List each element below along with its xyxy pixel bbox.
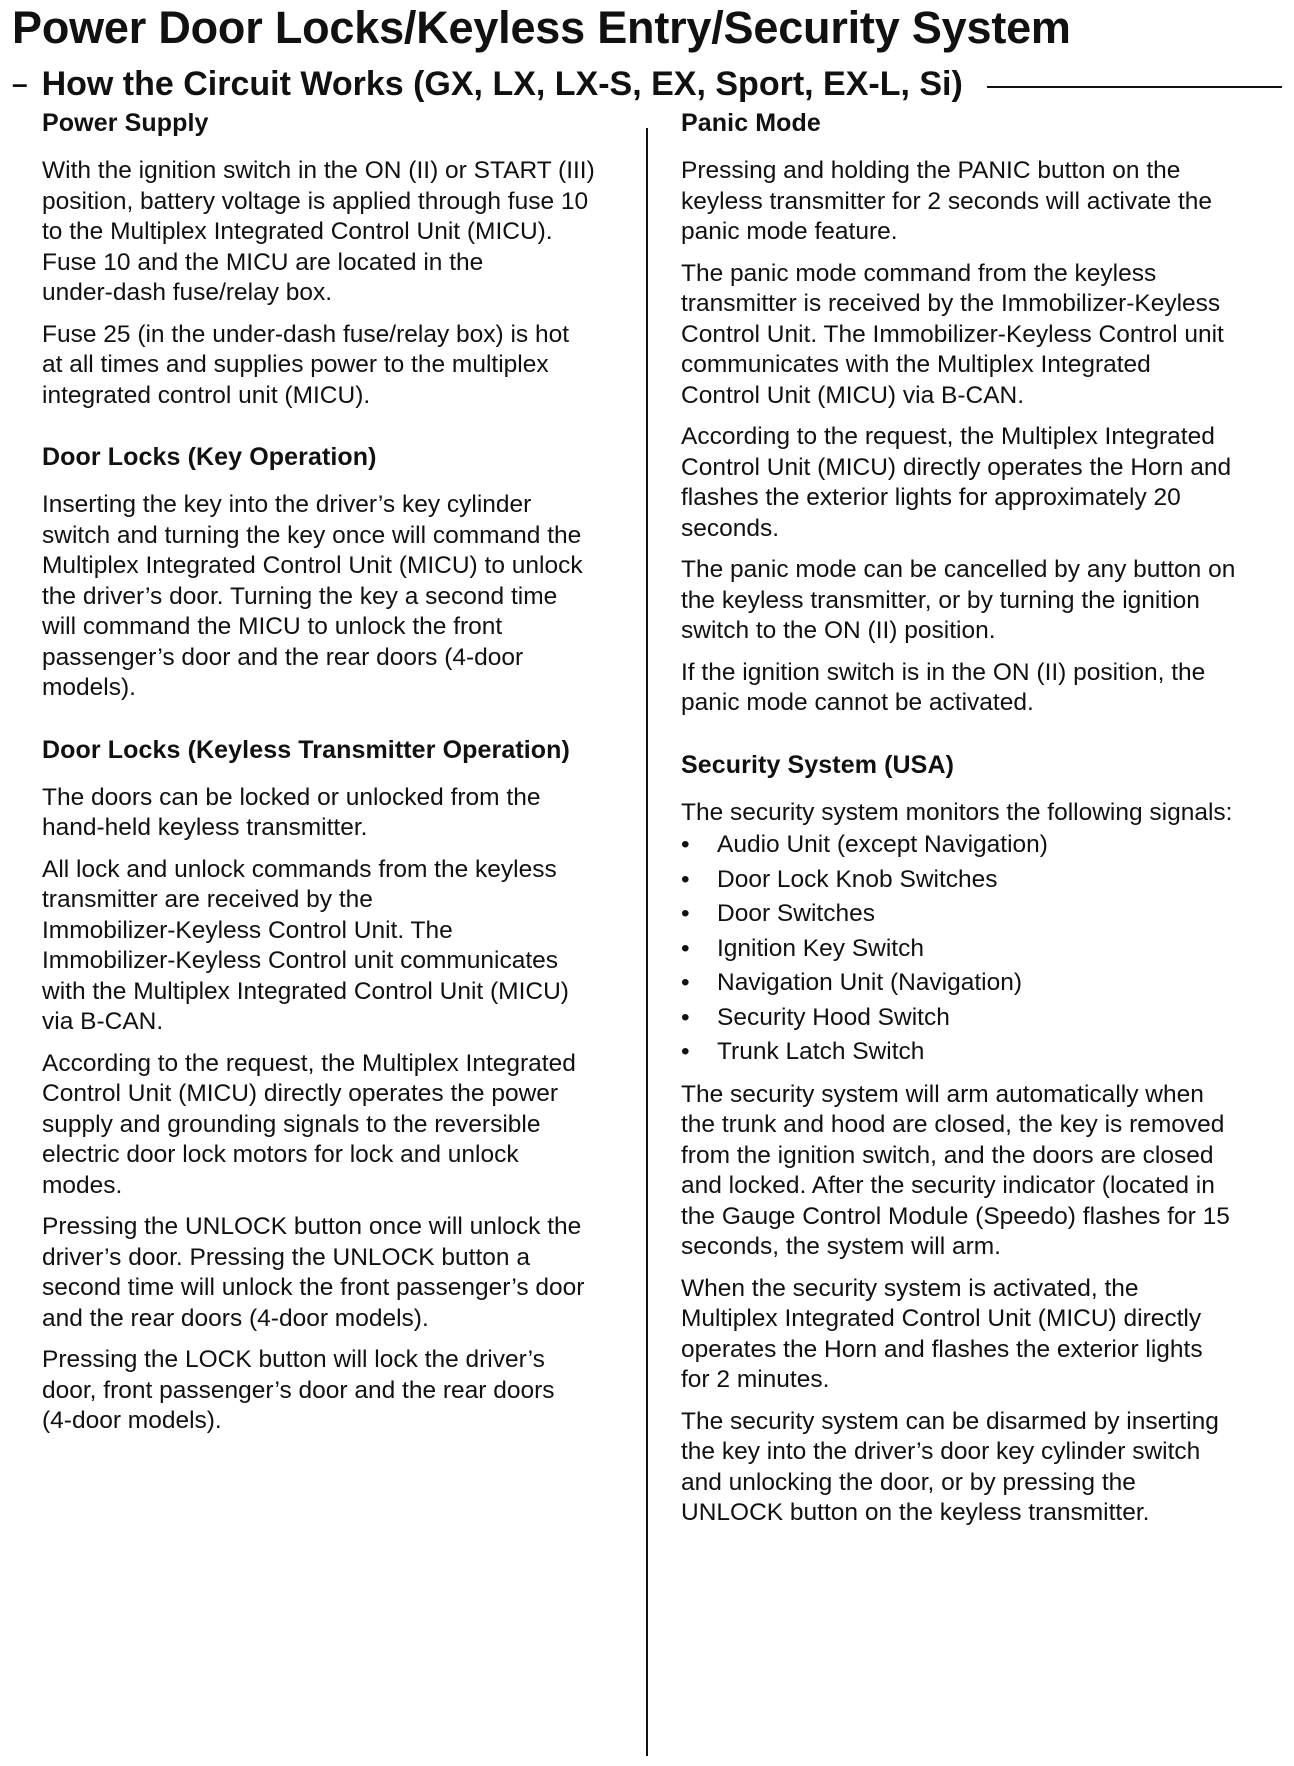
paragraph: When the security system is activated, the Multiplex Integrated Control Unit (MICU) directly operates the Horn and flashes the exterior lights for 2 minutes. — [681, 1274, 1203, 1393]
list-item — [681, 966, 1281, 1001]
subtitle-row — [12, 62, 1282, 106]
list-item — [681, 863, 1281, 898]
bullet-icon: • — [681, 831, 690, 858]
monitored-signals-list — [681, 828, 1281, 1070]
key-operation-section — [42, 442, 632, 704]
security-system-section — [681, 750, 1281, 1529]
section-gap — [681, 730, 1281, 750]
section-heading-key-operation: Door Locks (Key Operation) — [42, 443, 377, 471]
subtitle-dash: – — [12, 68, 28, 99]
section-heading-security-system: Security System (USA) — [681, 750, 955, 779]
list-item — [681, 1001, 1281, 1036]
subtitle-rule — [987, 86, 1282, 88]
section-heading-panic-mode: Panic Mode — [681, 109, 821, 137]
list-item — [681, 828, 1281, 863]
list-item — [681, 932, 1281, 967]
bullet-icon: • — [681, 865, 690, 893]
paragraph: The security system can be disarmed by inserting the key into the driver’s door key cylinder switch and unlocking the door, or by pressing the UNLOCK button on the keyless transmitter. — [681, 1407, 1219, 1526]
paragraph: The security system will arm automatically when the trunk and hood are closed, the key is removed from the ignition switch, and the doors are closed and locked. After the security indicator (located in the Gauge Control Module (Speedo) flashes for 15 seconds, the system will arm. — [681, 1080, 1230, 1260]
paragraph: The panic mode can be cancelled by any button on the keyless transmitter, or by turning the ignition switch to the ON (II) position. — [681, 556, 1236, 644]
list-item-label: Navigation Unit (Navigation) — [717, 969, 1023, 996]
paragraph: If the ignition switch is in the ON (II) position, the panic mode cannot be activated. — [681, 658, 1206, 716]
bullet-icon: • — [681, 1003, 690, 1031]
paragraph: The doors can be locked or unlocked from the hand-held keyless transmitter. — [42, 783, 541, 841]
paragraph: Pressing the UNLOCK button once will unlock the driver’s door. Pressing the UNLOCK button a second time will unlock the front passenger’s door and the rear doors (4-door models). — [42, 1213, 585, 1332]
page-subtitle: How the Circuit Works (GX, LX, LX-S, EX, Sport, EX-L, Si) — [41, 64, 963, 103]
paragraph: Fuse 25 (in the under-dash fuse/relay box) is hot at all times and supplies power to the multiplex integrated control unit (MICU). — [42, 320, 570, 409]
paragraph: All lock and unlock commands from the keyless transmitter are received by the Immobilizer-Keyless Control Unit. The Immobilizer-Keyless Control unit communicates with the Multiplex Integrated Control Unit (MICU) via B-CAN. — [42, 855, 569, 1035]
bullet-icon: • — [681, 934, 690, 962]
paragraph: The panic mode command from the keyless transmitter is received by the Immobilizer-Keyless Control Unit. The Immobilizer-Keyless Control unit communicates with the Multiplex Integrated Control Unit (MICU) via B-CAN. — [681, 259, 1224, 409]
list-item-label: Door Lock Knob Switches — [717, 865, 998, 893]
paragraph: The security system monitors the following signals: — [681, 798, 1233, 826]
page-title: Power Door Locks/Keyless Entry/Security System — [12, 2, 1071, 53]
panic-mode-section — [681, 108, 1281, 719]
left-column — [42, 108, 632, 1448]
list-item — [681, 1035, 1281, 1070]
bullet-icon: • — [681, 900, 690, 927]
paragraph: According to the request, the Multiplex Integrated Control Unit (MICU) directly operates the power supply and grounding signals to the reversible electric door lock motors for lock and unlock modes. — [42, 1049, 576, 1199]
power-supply-section — [42, 108, 632, 411]
list-item-label: Door Switches — [717, 900, 875, 927]
list-item-label: Audio Unit (except Navigation) — [717, 831, 1048, 858]
column-divider — [646, 128, 648, 1756]
list-item — [681, 897, 1281, 932]
right-column — [681, 108, 1281, 1540]
transmitter-operation-section — [42, 735, 632, 1437]
list-item-label: Ignition Key Switch — [717, 934, 924, 962]
paragraph: Pressing the LOCK button will lock the driver’s door, front passenger’s door and the rear doors (4-door models). — [42, 1346, 555, 1434]
section-gap — [42, 422, 632, 442]
section-gap — [42, 715, 632, 735]
paragraph: According to the request, the Multiplex Integrated Control Unit (MICU) directly operates the Horn and flashes the exterior lights for approximately 20 seconds. — [681, 423, 1232, 542]
list-item-label: Trunk Latch Switch — [717, 1038, 925, 1065]
paragraph: Inserting the key into the driver’s key cylinder switch and turning the key once will command the Multiplex Integrated Control Unit (MICU) to unlock the driver’s door. Turning the key a second time will command the MICU to unlock the front passenger’s door and the rear doors (4-door models). — [42, 491, 583, 701]
paragraph: Pressing and holding the PANIC button on the keyless transmitter for 2 seconds will activate the panic mode feature. — [681, 157, 1213, 245]
paragraph: With the ignition switch in the ON (II) or START (III) position, battery voltage is applied through fuse 10 to the Multiplex Integrated Control Unit (MICU). Fuse 10 and the MICU are located in the under-dash fuse/relay box. — [42, 157, 595, 306]
bullet-icon: • — [681, 969, 690, 996]
section-heading-power-supply: Power Supply — [42, 109, 209, 137]
section-heading-transmitter-operation: Door Locks (Keyless Transmitter Operation) — [42, 735, 570, 764]
list-item-label: Security Hood Switch — [717, 1003, 950, 1031]
bullet-icon: • — [681, 1038, 690, 1065]
